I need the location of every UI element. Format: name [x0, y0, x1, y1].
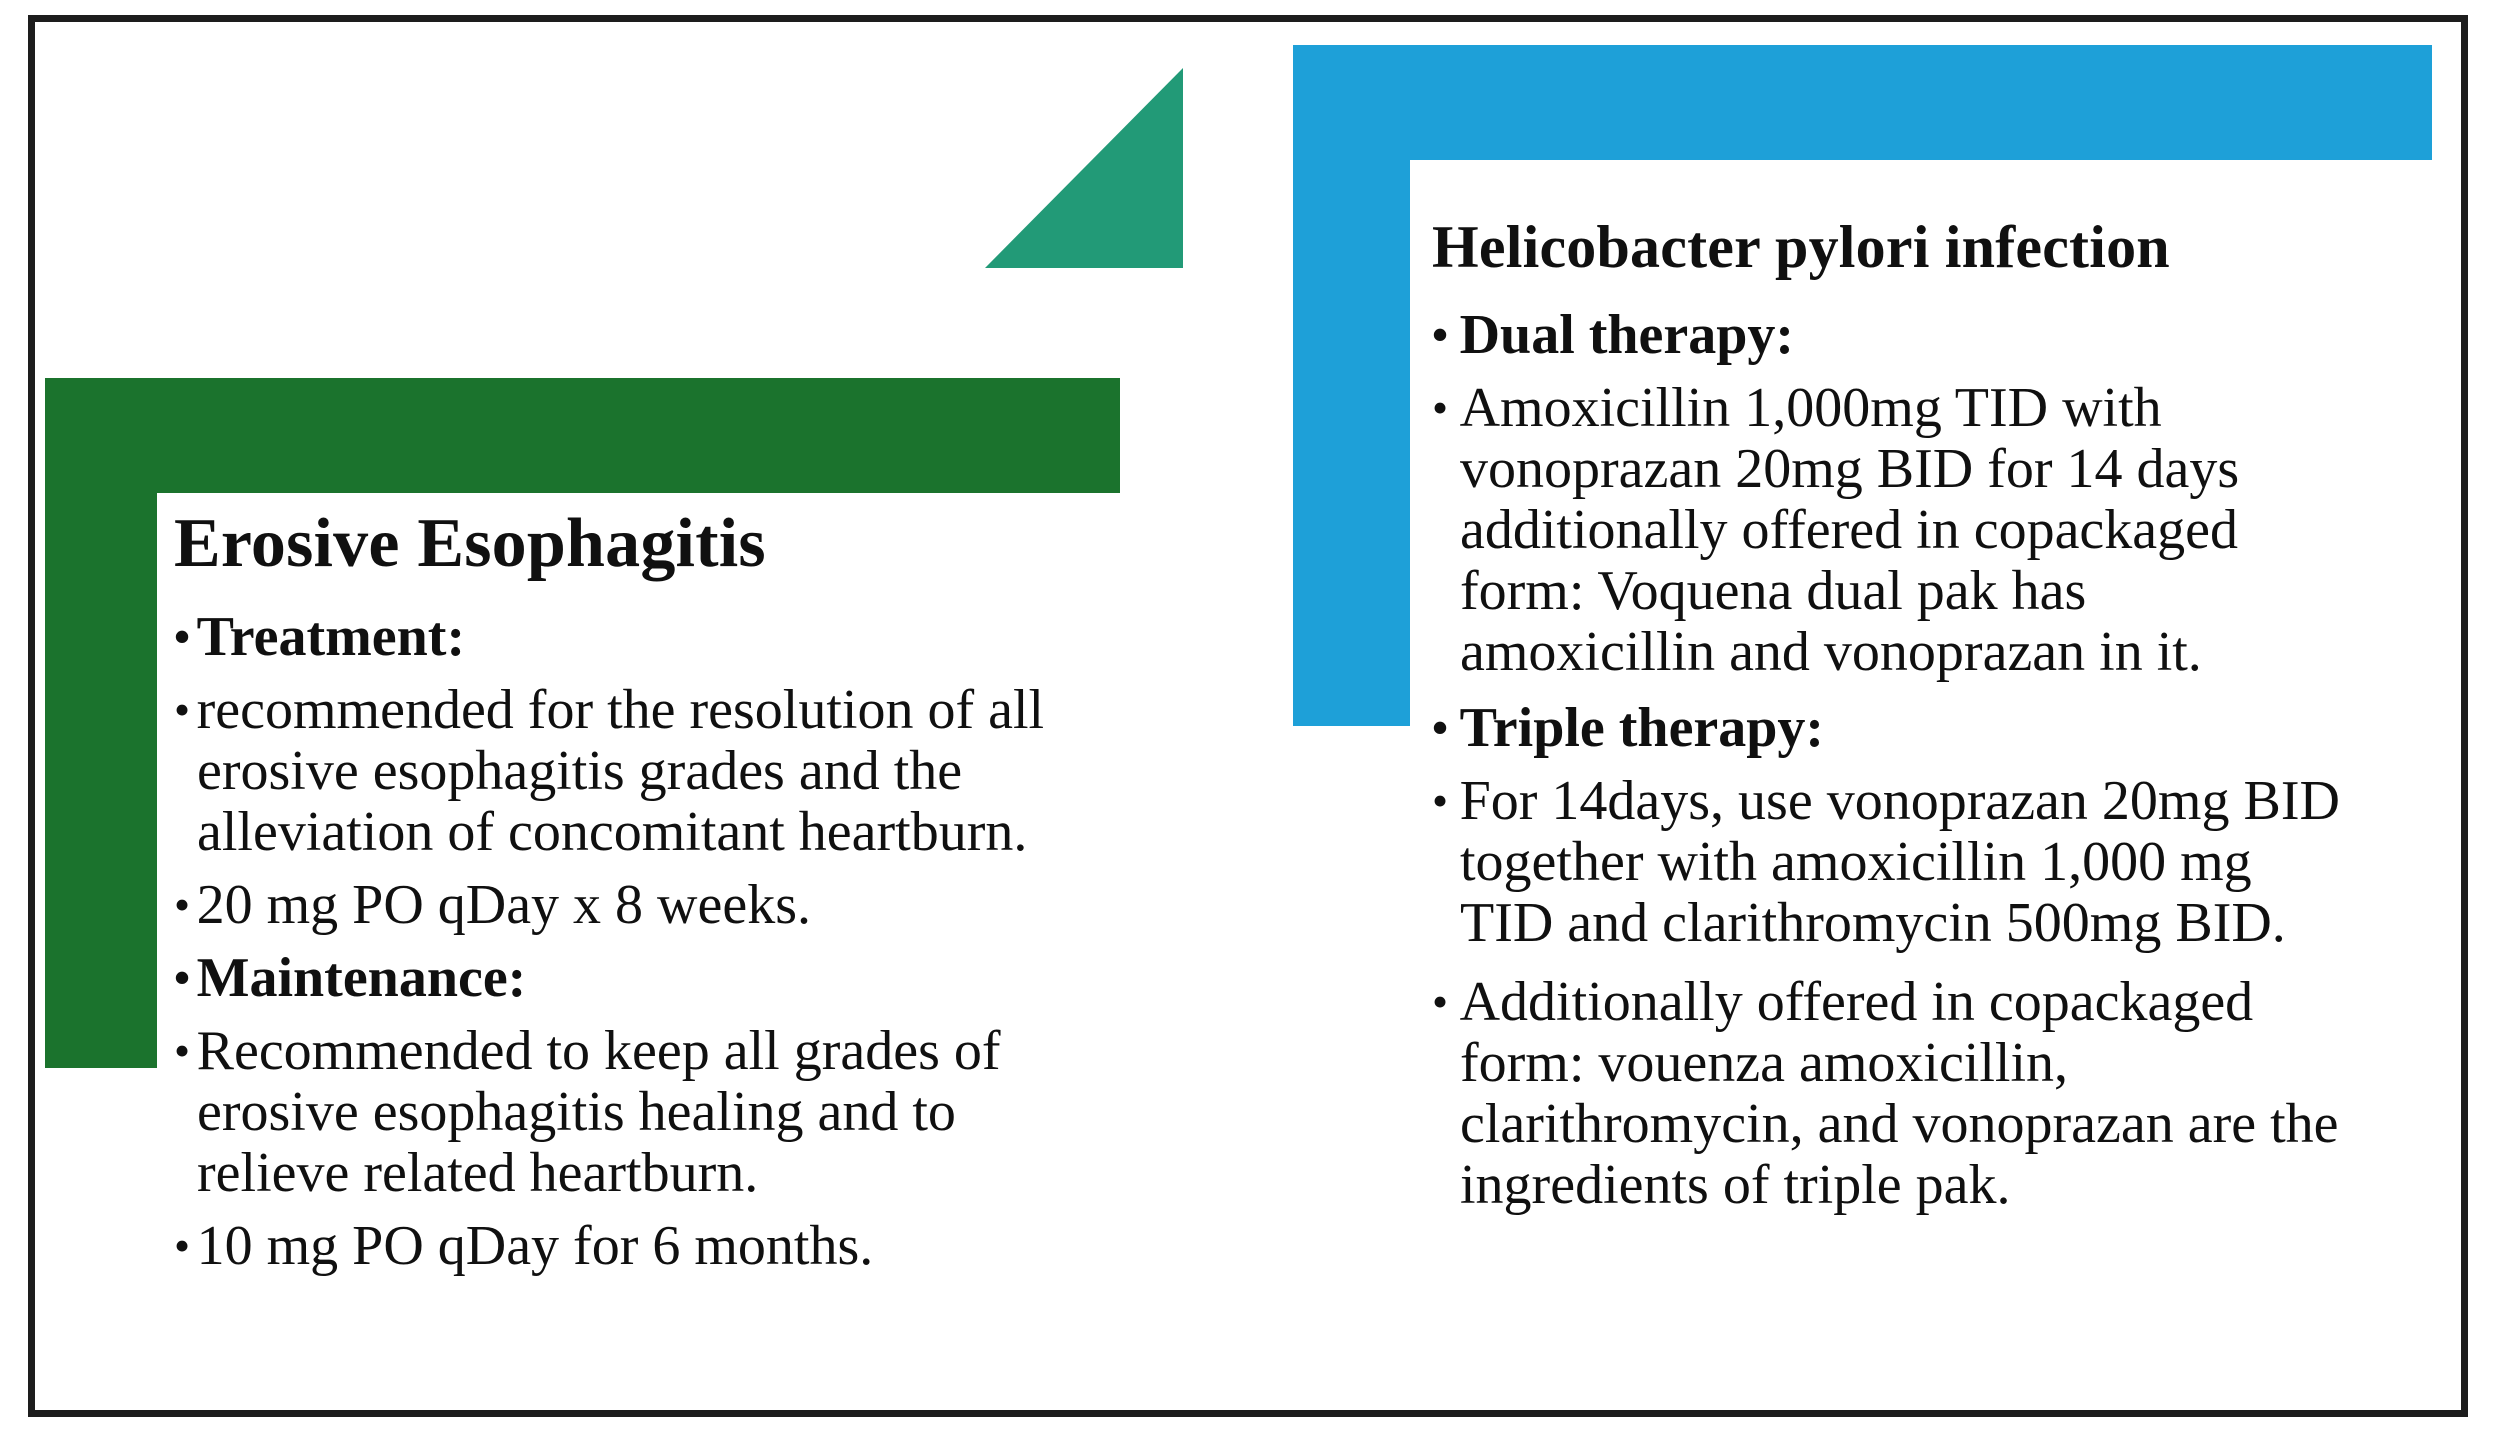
- bullet-item: [1432, 305, 2472, 366]
- bullet-marker: •: [174, 1220, 191, 1272]
- text-line: relieve related heartburn.: [197, 1142, 759, 1204]
- text-line: erosive esophagitis grades and the: [197, 740, 963, 802]
- bullet-item-text: [174, 607, 1244, 668]
- text-line: ingredients of triple pak.: [1460, 1154, 2011, 1216]
- text-line: • Recommended to keep all grades of: [174, 1020, 1001, 1082]
- panel-title: Helicobacter pylori infection: [1432, 214, 2170, 280]
- bullet-list: [1432, 305, 2472, 1216]
- bullet-marker: •: [1432, 976, 1449, 1028]
- bullet-marker: •: [1432, 775, 1449, 827]
- bullet-item-text: [174, 875, 1244, 936]
- bullet-marker: •: [174, 1025, 191, 1077]
- bullet-marker: •: [174, 952, 191, 1004]
- text-line: • recommended for the resolution of all: [174, 679, 1045, 741]
- text-line: • Treatment:: [174, 606, 466, 668]
- bullet-item: [174, 1021, 1244, 1204]
- text-line: • Additionally offered in copackaged: [1432, 971, 2254, 1033]
- bullet-item: [174, 1216, 1244, 1277]
- text-line: • Triple therapy:: [1432, 697, 1825, 759]
- bullet-item-text: [1432, 698, 2472, 759]
- bullet-item-text: [174, 948, 1244, 1009]
- text-line: form: Voquena dual pak has: [1460, 560, 2087, 622]
- bullet-item: [174, 680, 1244, 863]
- blue-l-horizontal-bar: [1293, 45, 2432, 160]
- bullet-marker: •: [1432, 382, 1449, 434]
- bullet-item-text: [1432, 378, 2472, 683]
- bullet-item: [1432, 771, 2472, 954]
- text-line: • 10 mg PO qDay for 6 months.: [174, 1215, 874, 1277]
- text-line: clarithromycin, and vonoprazan are the: [1460, 1093, 2339, 1155]
- bullet-item: [174, 875, 1244, 936]
- bullet-marker: •: [1432, 309, 1449, 361]
- bullet-item: [1432, 972, 2472, 1216]
- bullet-item: [1432, 378, 2472, 683]
- bullet-item-text: [1432, 305, 2472, 366]
- bullet-list: [174, 607, 1244, 1277]
- text-line: • 20 mg PO qDay x 8 weeks.: [174, 874, 811, 936]
- text-line: • Amoxicillin 1,000mg TID with: [1432, 377, 2162, 439]
- text-line: • Dual therapy:: [1432, 304, 1795, 366]
- text-line: • For 14days, use vonoprazan 20mg BID: [1432, 770, 2340, 832]
- text-line: • Maintenance:: [174, 947, 527, 1009]
- text-line: together with amoxicillin 1,000 mg: [1460, 831, 2252, 893]
- text-line: vonoprazan 20mg BID for 14 days: [1460, 438, 2240, 500]
- text-line: form: vouenza amoxicillin,: [1460, 1032, 2069, 1094]
- text-line: TID and clarithromycin 500mg BID.: [1460, 892, 2286, 954]
- text-line: alleviation of concomitant heartburn.: [197, 801, 1028, 863]
- bullet-item: [1432, 698, 2472, 759]
- bullet-marker: •: [174, 611, 191, 663]
- bullet-item: [174, 607, 1244, 668]
- bullet-item-text: [1432, 771, 2472, 954]
- bullet-marker: •: [174, 684, 191, 736]
- green-l-horizontal-bar: [45, 378, 1120, 493]
- bullet-marker: •: [174, 879, 191, 931]
- text-line: additionally offered in copackaged: [1460, 499, 2238, 561]
- bullet-item-text: [174, 1216, 1244, 1277]
- bullet-item: [174, 948, 1244, 1009]
- text-line: amoxicillin and vonoprazan in it.: [1460, 621, 2202, 683]
- text-line: erosive esophagitis healing and to: [197, 1081, 956, 1143]
- erosive-esophagitis-panel: [174, 507, 1244, 1277]
- bullet-marker: •: [1432, 702, 1449, 754]
- helicobacter-pylori-panel: [1432, 210, 2472, 1216]
- bullet-item-text: [174, 1021, 1244, 1204]
- bullet-item-text: [1432, 972, 2472, 1216]
- panel-title: Erosive Esophagitis: [174, 505, 766, 582]
- bullet-item-text: [174, 680, 1244, 863]
